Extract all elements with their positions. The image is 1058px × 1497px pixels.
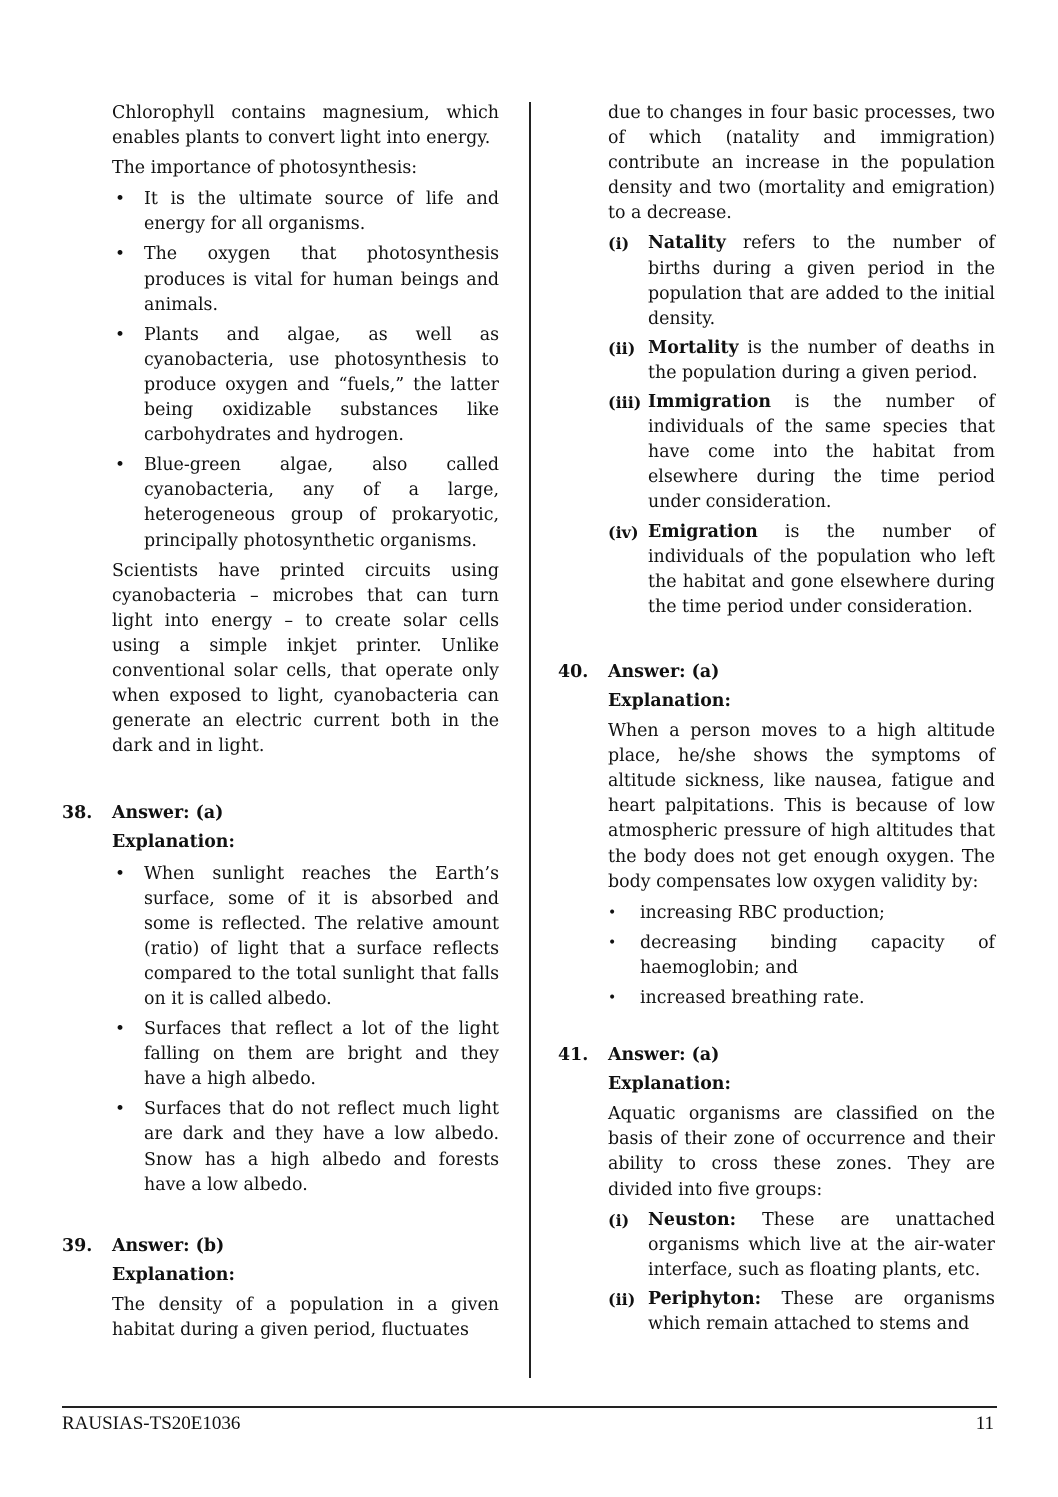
list-item <box>608 390 995 515</box>
explanation-label: Explanation: <box>608 690 731 711</box>
answer-label: Answer: (a) <box>112 803 224 824</box>
item-text: refers to the number of births during a given period in the population that are added to the initial density. <box>648 233 995 329</box>
term: Mortality <box>648 337 739 358</box>
item-text: These are unattached organisms which live at the air-water interface, such as floating plants, etc. <box>648 1209 995 1280</box>
footer-rule <box>62 1406 997 1408</box>
question-41 <box>558 1043 995 1337</box>
list-item: • Surfaces that do not reflect much light are dark and they have a low albedo. Snow has a high albedo and forests have a low albedo. <box>112 1097 499 1197</box>
explanation-label: Explanation: <box>112 1264 235 1285</box>
term: Immigration <box>648 392 772 413</box>
numbered-list <box>608 231 995 619</box>
paragraph: When a person moves to a high altitude place, he/she shows the symptoms of altitude sickness, like nausea, fatigue and heart palpitations. This is because of low atmospheric pressure of high altitudes that the body does not get enough oxygen. The body compensates low oxygen validity by: <box>608 721 995 892</box>
bullet-list <box>112 187 499 553</box>
item-number: (i) <box>608 234 630 254</box>
list-item <box>608 231 995 331</box>
item-number: (i) <box>608 1210 630 1230</box>
right-column <box>558 101 995 1341</box>
list-item: • Plants and algae, as well as cyanobacteria, use photosynthesis to produce oxygen and “fuels,” the latter being oxidizable substances like carbohydrates and hydrogen. <box>112 323 499 448</box>
paragraph: The density of a population in a given habitat during a given period, fluctuates <box>112 1294 499 1341</box>
item-number: (iv) <box>608 522 639 542</box>
list-item <box>608 520 995 620</box>
term: Periphyton: <box>648 1288 762 1309</box>
paragraph: Scientists have printed circuits using cyanobacteria – microbes that can turn light into energy – to create solar cells using a simple inkjet printer. Unlike conventional solar cells, that operate only when exposed to light, cyanobacteria can generate an electric current both in the dark and in light. <box>112 560 499 757</box>
paragraph: The importance of photosynthesis: <box>112 158 418 179</box>
bullet-list <box>112 862 499 1198</box>
question-number: 38. <box>62 803 93 824</box>
list-item <box>608 1287 995 1337</box>
bullet-list <box>608 901 995 1011</box>
answer-label: Answer: (a) <box>608 1045 720 1066</box>
question-number: 41. <box>558 1045 589 1066</box>
explanation-label: Explanation: <box>112 832 235 853</box>
paragraph: due to changes in four basic processes, two of which (natality and immigration) contribute an increase in the population density and two (mortality and emigration) to a decrease. <box>608 103 995 224</box>
item-text: is the number of deaths in the population during a given period. <box>648 337 995 383</box>
numbered-list <box>608 1208 995 1337</box>
column-divider <box>529 102 531 1378</box>
explanation-label: Explanation: <box>608 1074 731 1095</box>
item-number: (iii) <box>608 393 642 413</box>
answer-label: Answer: (a) <box>608 661 720 682</box>
left-column <box>62 101 499 1343</box>
list-item: • When sunlight reaches the Earth’s surface, some of it is absorbed and some is reflected. The relative amount (ratio) of light that a surface reflects compared to the total sunlight that falls on it is called albedo. <box>112 862 499 1013</box>
item-text: is the number of individuals of the same species that have come into the habitat from elsewhere during the time period under consideration. <box>648 392 995 513</box>
footer-code: RAUSIAS-TS20E1036 <box>62 1413 241 1434</box>
paragraph: Aquatic organisms are classified on the basis of their zone of occurrence and their ability to cross these zones. They are divided into five groups: <box>608 1104 995 1200</box>
list-item: • Surfaces that reflect a lot of the light falling on them are bright and they have a high albedo. <box>112 1017 499 1092</box>
list-item: • increased breathing rate. <box>608 986 995 1011</box>
page-number: 11 <box>975 1413 994 1434</box>
question-number: 40. <box>558 661 589 682</box>
list-item: • decreasing binding capacity of haemoglobin; and <box>608 931 995 981</box>
question-40 <box>558 660 995 1011</box>
item-text: These are organisms which remain attached to stems and <box>648 1288 995 1335</box>
term: Emigration <box>648 521 758 542</box>
list-item: • Blue-green algae, also called cyanobacteria, any of a large, heterogeneous group of prokaryotic, principally photosynthetic organisms. <box>112 453 499 553</box>
list-item: • It is the ultimate source of life and energy for all organisms. <box>112 187 499 237</box>
list-item <box>608 336 995 386</box>
item-number: (ii) <box>608 1289 636 1309</box>
list-item: • The oxygen that photosynthesis produces is vital for human beings and animals. <box>112 242 499 317</box>
paragraph: Chlorophyll contains magnesium, which enables plants to convert light into energy. <box>112 103 499 149</box>
question-number: 39. <box>62 1235 93 1256</box>
item-number: (ii) <box>608 338 636 358</box>
question-39 <box>62 1234 499 1343</box>
item-text: is the number of individuals of the population who left the habitat and gone elsewhere during the time period under consideration. <box>648 521 995 617</box>
list-item: • increasing RBC production; <box>608 901 995 926</box>
question-38 <box>62 801 499 1197</box>
list-item <box>608 1208 995 1283</box>
term: Natality <box>648 233 726 254</box>
answer-label: Answer: (b) <box>112 1235 225 1256</box>
term: Neuston: <box>648 1209 737 1230</box>
